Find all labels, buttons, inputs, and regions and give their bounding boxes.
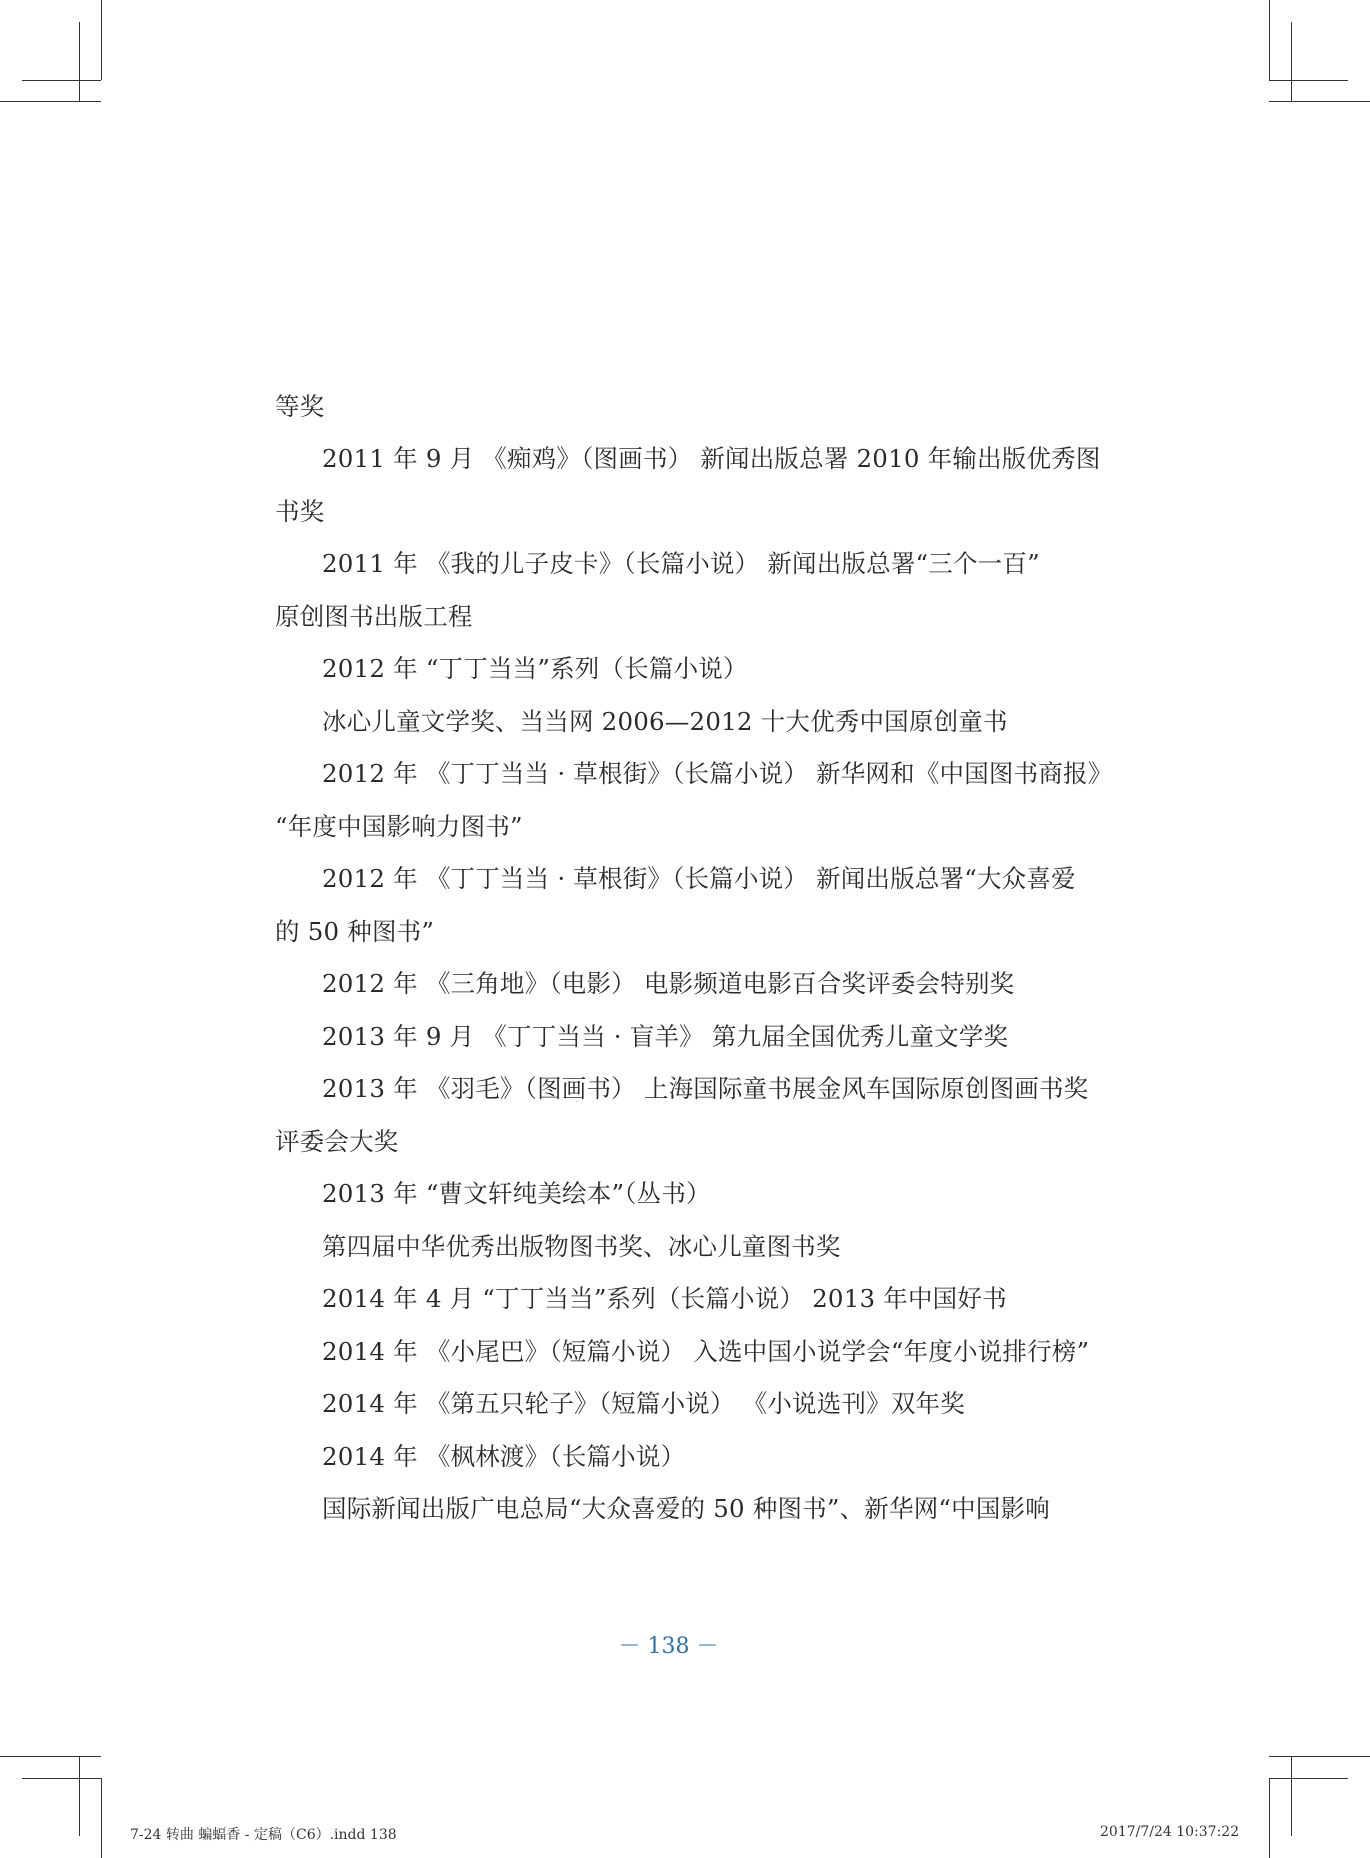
text-line: 书奖 (275, 497, 325, 526)
crop-mark (22, 80, 101, 81)
text-line: 的 50 种图书” (275, 917, 435, 946)
crop-mark (1291, 1756, 1292, 1836)
crop-mark (1269, 1778, 1270, 1858)
text-line: 第四届中华优秀出版物图书奖、冰心儿童图书奖 (322, 1232, 841, 1261)
crop-mark (79, 1756, 80, 1836)
text-line: 国际新闻出版广电总局“大众喜爱的 50 种图书”、新华网“中国影响 (322, 1494, 1050, 1523)
crop-mark (101, 0, 102, 80)
text-line: 冰心儿童文学奖、当当网 2006—2012 十大优秀中国原创童书 (322, 707, 1008, 736)
slug-timestamp: 2017/7/24 10:37:22 (1100, 1824, 1240, 1840)
text-line: 2012 年 “丁丁当当”系列（长篇小说） (322, 654, 748, 683)
crop-mark (1269, 1756, 1370, 1757)
text-line: 原创图书出版工程 (275, 602, 473, 631)
text-line: 2011 年 9 月 《痴鸡》（图画书） 新闻出版总署 2010 年输出版优秀图 (322, 444, 1101, 473)
text-line: 2014 年 4 月 “丁丁当当”系列（长篇小说） 2013 年中国好书 (322, 1284, 1007, 1313)
text-line: 2013 年 《羽毛》（图画书） 上海国际童书展金风车国际原创图画书奖 (322, 1074, 1089, 1103)
crop-mark (1269, 0, 1270, 80)
crop-mark (0, 101, 101, 102)
crop-mark (22, 1778, 101, 1779)
crop-mark (0, 1756, 101, 1757)
text-line: 2011 年 《我的儿子皮卡》（长篇小说） 新闻出版总署“三个一百” (322, 549, 1040, 578)
text-line: 2012 年 《丁丁当当 · 草根街》（长篇小说） 新华网和《中国图书商报》 (322, 759, 1113, 788)
text-line: 2013 年 “曹文轩纯美绘本”（丛书） (322, 1179, 711, 1208)
crop-mark (79, 22, 80, 101)
text-line: 2014 年 《小尾巴》（短篇小说） 入选中国小说学会“年度小说排行榜” (322, 1337, 1090, 1366)
crop-mark (1269, 101, 1370, 102)
page-number: － 138 － (618, 1634, 719, 1659)
text-line: 2014 年 《枫林渡》（长篇小说） (322, 1442, 686, 1471)
text-line: “年度中国影响力图书” (275, 812, 523, 841)
text-line: 评委会大奖 (275, 1127, 399, 1156)
text-line: 2012 年 《丁丁当当 · 草根街》（长篇小说） 新闻出版总署“大众喜爱 (322, 864, 1076, 893)
crop-mark (1291, 22, 1292, 101)
crop-mark (1269, 1778, 1348, 1779)
crop-mark (101, 1778, 102, 1858)
text-line: 等奖 (275, 392, 325, 421)
slug-file-info: 7-24 转曲 蝙蝠香 - 定稿（C6）.indd 138 (130, 1827, 397, 1843)
crop-mark (1269, 80, 1348, 81)
text-line: 2013 年 9 月 《丁丁当当 · 盲羊》 第九届全国优秀儿童文学奖 (322, 1022, 1009, 1051)
text-line: 2012 年 《三角地》（电影） 电影频道电影百合奖评委会特别奖 (322, 969, 1015, 998)
text-line: 2014 年 《第五只轮子》（短篇小说） 《小说选刊》双年奖 (322, 1389, 965, 1418)
